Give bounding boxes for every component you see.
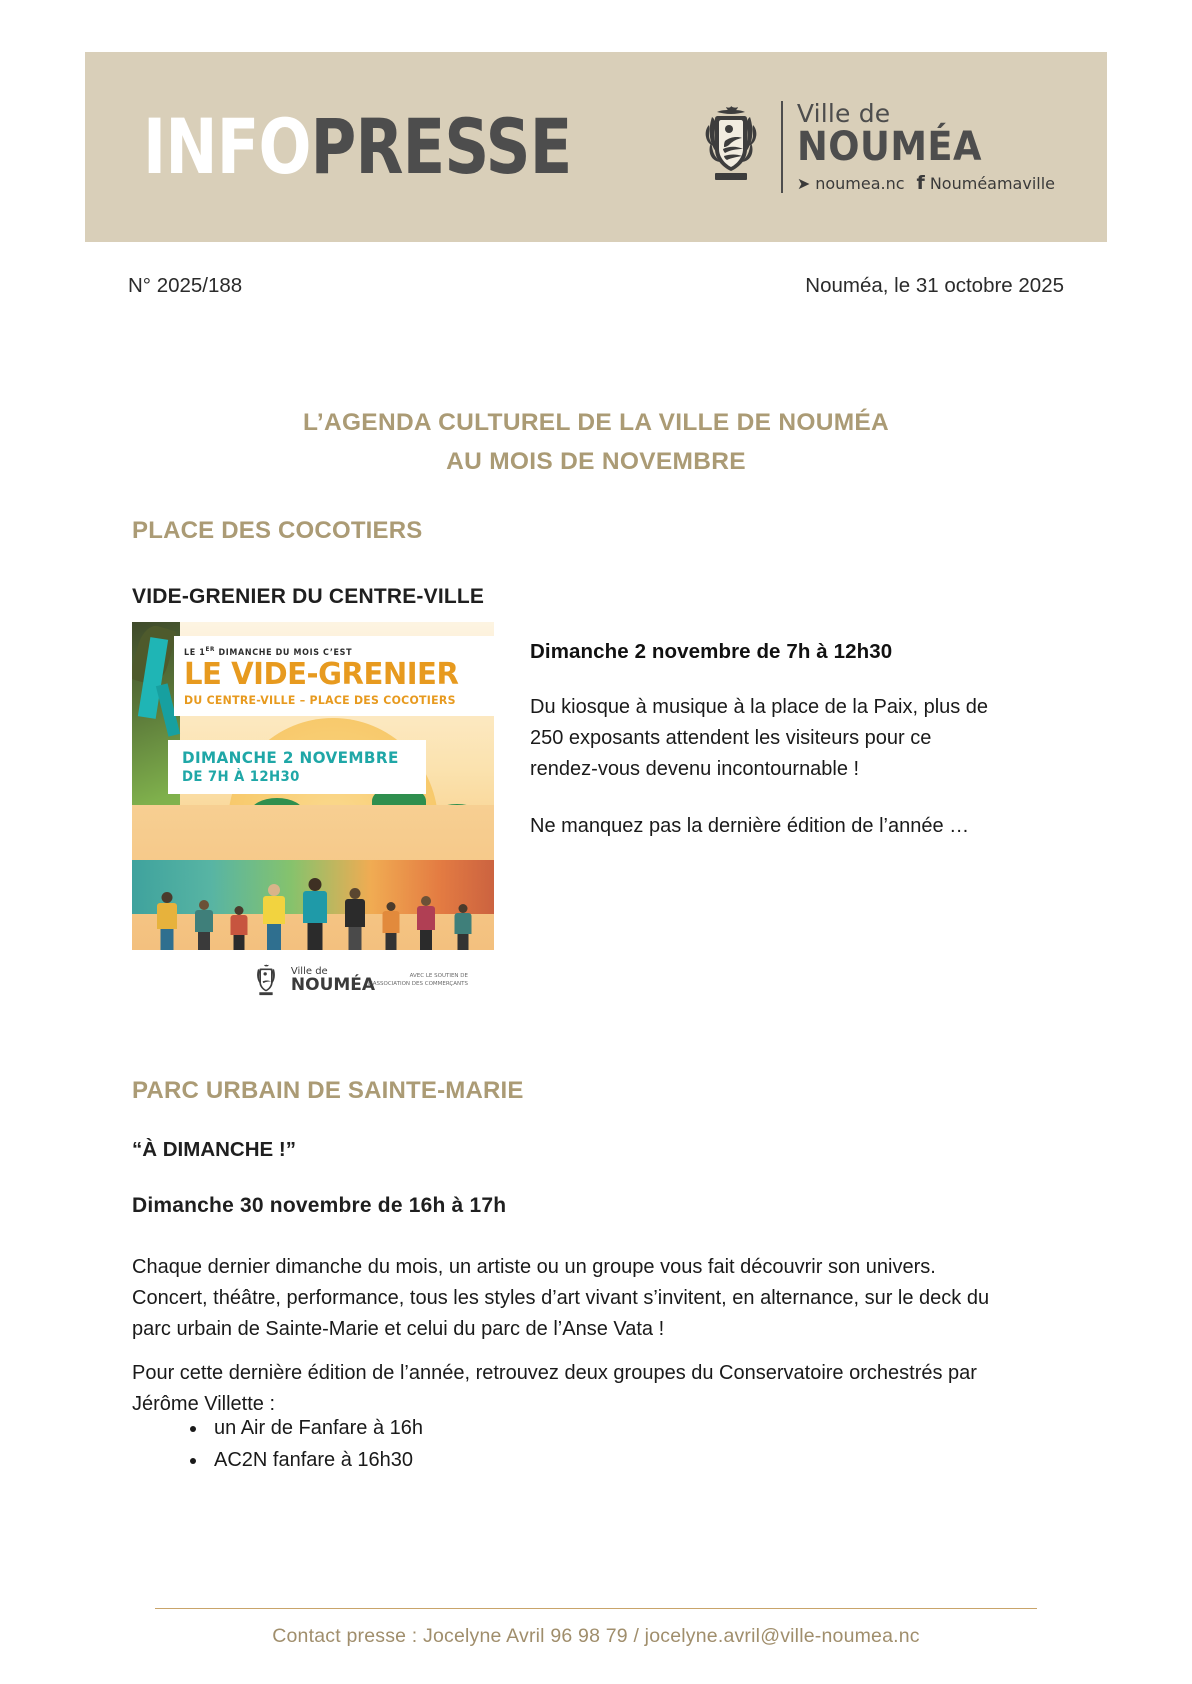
poster-date-line-2: DE 7H À 12H30: [182, 768, 300, 785]
poster-figure: [154, 892, 180, 950]
poster-figure-head: [350, 888, 361, 899]
poster-kicker-sup: ER: [205, 646, 216, 653]
poster-figure: [228, 906, 250, 950]
poster-figure-body: [231, 915, 248, 935]
vide-grenier-date: Dimanche 2 novembre de 7h à 12h30: [530, 640, 893, 663]
poster-figure: [380, 902, 402, 950]
poster-figure-legs: [308, 923, 323, 950]
poster-figure-body: [195, 910, 213, 932]
poster-figure: [192, 900, 216, 950]
a-dimanche-body-2: Pour cette dernière édition de l’année, retrouvez deux groupes du Conservatoire orchestrés par Jérôme Villette :: [132, 1362, 977, 1415]
poster-partner-line-1: AVEC LE SOUTIEN DE: [409, 972, 468, 979]
social-links: [797, 174, 1055, 193]
poster-figure-head: [421, 896, 431, 906]
poster-footer-brand: [291, 967, 375, 995]
poster-subtitle: DU CENTRE-VILLE – PLACE DES COCOTIERS: [184, 693, 456, 708]
poster-figure-head: [459, 904, 468, 913]
poster-figure-body: [417, 906, 435, 930]
reference-line: [128, 274, 1064, 298]
poster-figure: [414, 896, 438, 950]
poster-figure-legs: [267, 924, 281, 950]
infopresse-presse-text: PRESSE: [310, 102, 572, 191]
a-dimanche-body-1: Chaque dernier dimanche du mois, un artiste ou un groupe vous fait découvrir son univers. Concert, théâtre, performance, tous les styles d’art vivant s’invitent, en alternance, sur le deck du parc urbain de Sainte-Marie et celui du parc de l’Anse Vata !: [132, 1256, 990, 1340]
poster-main-title: LE VIDE-GRENIER: [184, 656, 459, 692]
a-dimanche-date: Dimanche 30 novembre de 16h à 17h: [132, 1194, 507, 1217]
poster-figure-head: [162, 892, 173, 903]
paper-plane-icon: ➤: [796, 173, 811, 193]
poster-footer-noumea: NOUMÉA: [290, 975, 376, 996]
document-header-band: [85, 52, 1107, 242]
poster-figure-body: [383, 911, 400, 933]
brand-text-block: [781, 98, 1055, 195]
place-and-date: Nouméa, le 31 octobre 2025: [805, 274, 1064, 297]
page-title: [128, 404, 1064, 481]
poster-figure: [300, 878, 330, 950]
website-link[interactable]: [797, 174, 905, 193]
poster-figure-legs: [161, 929, 174, 950]
poster-figure-legs: [198, 932, 210, 950]
list-item: • AC2N fanfare à 16h30: [208, 1444, 423, 1476]
subheading-a-dimanche: “À DIMANCHE !”: [132, 1138, 296, 1161]
poster-figure: [260, 884, 288, 950]
poster-kicker-pre: LE 1: [184, 647, 206, 658]
footer-contact: Contact presse : Jocelyne Avril 96 98 79 / jocelyne.avril@ville-noumea.nc: [272, 1625, 920, 1647]
noumea-coat-of-arms-icon: [695, 103, 767, 189]
page-title-line-1: L’AGENDA CULTUREL DE LA VILLE DE NOUMÉA: [302, 409, 890, 436]
vide-grenier-details: [530, 640, 1000, 842]
facebook-link[interactable]: [917, 174, 1055, 193]
poster-figure-body: [455, 913, 472, 934]
section-heading-place-des-cocotiers: PLACE DES COCOTIERS: [132, 517, 423, 544]
poster-figure-head: [309, 878, 322, 891]
poster-figure-head: [268, 884, 280, 896]
poster-crowd: [132, 844, 494, 950]
poster-figure-legs: [420, 930, 432, 950]
section-heading-parc-urbain-sainte-marie: PARC URBAIN DE SAINTE-MARIE: [132, 1077, 524, 1104]
poster-footer-ville-de: Ville de: [290, 966, 328, 978]
list-item: • un Air de Fanfare à 16h: [208, 1412, 423, 1444]
poster-figure-body: [157, 903, 177, 929]
poster-figure-legs: [458, 934, 469, 950]
svg-text:NOUMÉA: NOUMÉA: [721, 174, 740, 180]
poster-partner-credit: [368, 972, 468, 989]
vide-grenier-body-2: Ne manquez pas la dernière édition de l’année …: [530, 815, 970, 837]
poster-figure-legs: [234, 935, 245, 950]
document-number: N° 2025/188: [128, 274, 243, 297]
poster-coat-of-arms-icon: [251, 963, 281, 999]
poster-figure-legs: [386, 933, 397, 950]
poster-figure-head: [235, 906, 244, 915]
infopresse-logo: [143, 102, 572, 191]
a-dimanche-group-list: [172, 1412, 423, 1477]
infopresse-info-text: INFO: [143, 102, 311, 191]
poster-figure-head: [199, 900, 209, 910]
poster-figure: [452, 904, 474, 950]
poster-figure-head: [387, 902, 396, 911]
poster-figure-body: [303, 891, 327, 923]
page-title-line-2: AU MOIS DE NOVEMBRE: [446, 447, 746, 475]
brand-noumea-label: NOUMÉA: [796, 124, 982, 171]
poster-figure-legs: [349, 927, 362, 950]
footer-divider: [155, 1608, 1037, 1609]
website-label: noumea.nc: [815, 174, 905, 194]
facebook-label: Nouméamaville: [929, 174, 1055, 194]
brand-ville-de-label: Ville de: [796, 98, 891, 128]
poster-figure: [342, 888, 368, 950]
poster-figure-body: [345, 899, 365, 927]
poster-figure-body: [263, 896, 285, 924]
vide-grenier-body-1: Du kiosque à musique à la place de la Paix, plus de 250 exposants attendent les visiteurs pour ce rendez-vous devenu incontournable !: [530, 696, 989, 780]
facebook-icon: f: [916, 172, 925, 195]
subheading-vide-grenier: VIDE-GRENIER DU CENTRE-VILLE: [132, 585, 485, 608]
poster-title-block: [174, 636, 494, 716]
poster-kicker-post: DIMANCHE DU MOIS C’EST: [215, 647, 353, 658]
poster-date-block: [168, 740, 426, 794]
ville-de-noumea-logo: [695, 98, 1055, 195]
poster-partner-line-2: L’ASSOCIATION DES COMMERÇANTS: [367, 980, 468, 987]
vide-grenier-poster-image: [132, 622, 494, 1012]
poster-date-line-1: DIMANCHE 2 NOVEMBRE: [182, 748, 399, 767]
